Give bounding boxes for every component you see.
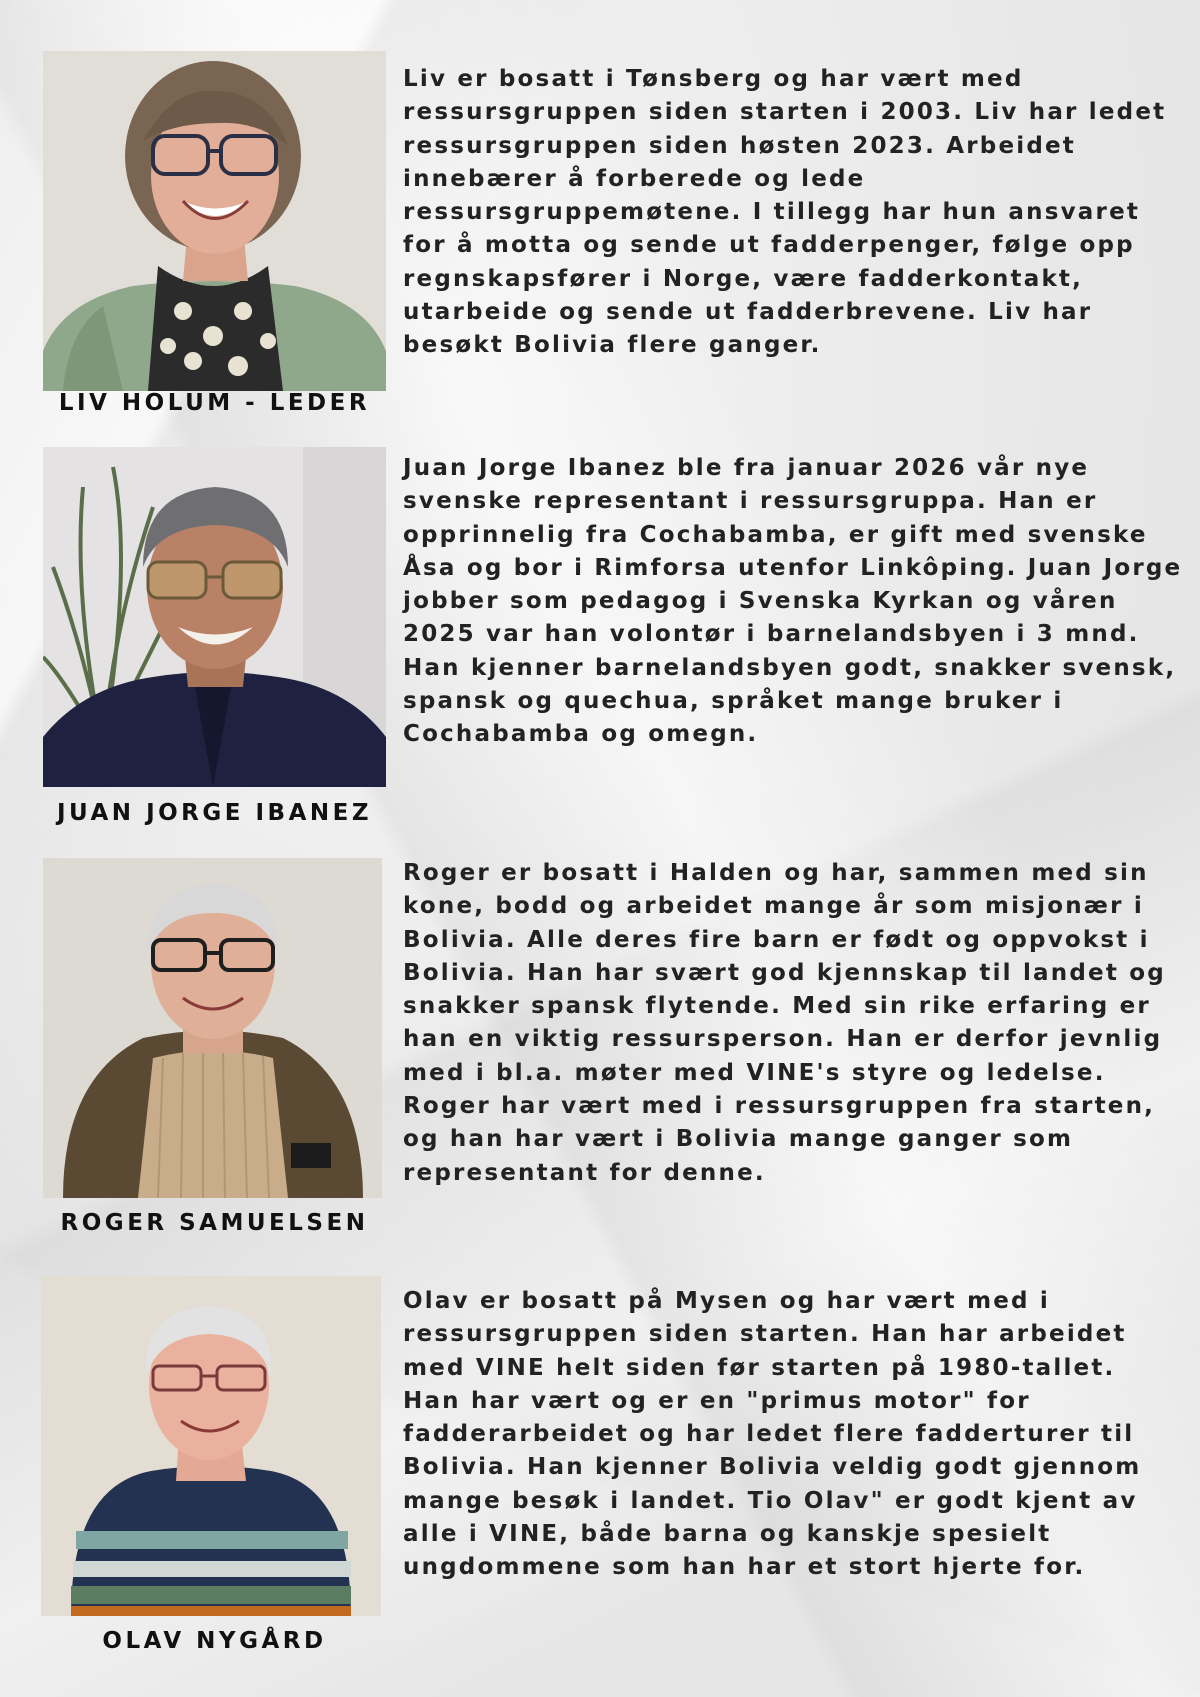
member-bio-liv-holum: Liv er bosatt i Tønsberg og har vært med ressursgruppen siden starten i 2003. Liv har ledet ressursgruppen siden høsten 2023. Arbeidet innebærer å forberede og lede ressursgruppemøtene. I tillegg har hun ansvaret for å motta og sende ut fadderpenger, følge opp regnskapsfører i Norge, være fadderkontakt, utarbeide og sende ut fadderbrevene. Liv har besøkt Bolivia flere ganger. xyxy=(403,66,1167,359)
member-photo-liv-holum xyxy=(43,51,386,391)
member-photo-roger-samuelsen xyxy=(43,858,382,1198)
member-photo-olav-nygard xyxy=(41,1276,381,1616)
member-bio-roger-samuelsen: Roger er bosatt i Halden og har, sammen med sin kone, bodd og arbeidet mange år som misjonær i Bolivia. Alle deres fire barn er født og oppvokst i Bolivia. Han har svært god kjennskap til landet og snakker spansk flytende. Med sin rike erfaring er han en viktig ressursperson. Han er derfor jevnlig med i bl.a. møter med VINE's styre og ledelse. Roger har vært med i ressursgruppen fra starten, og han har vært i Bolivia mange ganger som representant for denne. xyxy=(403,860,1166,1186)
member-photo-juan-jorge-ibanez xyxy=(43,447,386,787)
member-bio-olav-nygard: Olav er bosatt på Mysen og har vært med i ressursgruppen siden starten. Han har arbeidet med VINE helt siden før starten på 1980-tallet. Han har vært og er en "primus motor" for fadderarbeidet og har ledet flere fadderturer til Bolivia. Han kjenner Bolivia veldig godt gjennom mange besøk i landet. Tio Olav" er godt kjent av alle i VINE, både barna og kanskje spesielt ungdommene som han har et stort hjerte for. xyxy=(403,1288,1142,1581)
member-bio-juan-jorge-ibanez: Juan Jorge Ibanez ble fra januar 2026 vår nye svenske representant i ressursgruppa. Han er opprinnelig fra Cochabamba, er gift med svenske Åsa og bor i Rimforsa utenfor Linkôping. Juan Jorge jobber som pedagog i Svenska Kyrkan og våren 2025 var han volontør i barnelandsbyen i 3 mnd. Han kjenner barnelandsbyen godt, snakker svensk, spansk og quechua, språket mange bruker i Cochabamba og omegn. xyxy=(403,455,1183,748)
member-name-juan-jorge-ibanez: JUAN JORGE IBANEZ xyxy=(56,800,373,826)
member-name-liv-holum: LIV HOLUM - LEDER xyxy=(58,390,371,416)
member-name-roger-samuelsen: ROGER SAMUELSEN xyxy=(60,1210,369,1236)
member-name-olav-nygard: OLAV NYGÅRD xyxy=(102,1628,327,1654)
